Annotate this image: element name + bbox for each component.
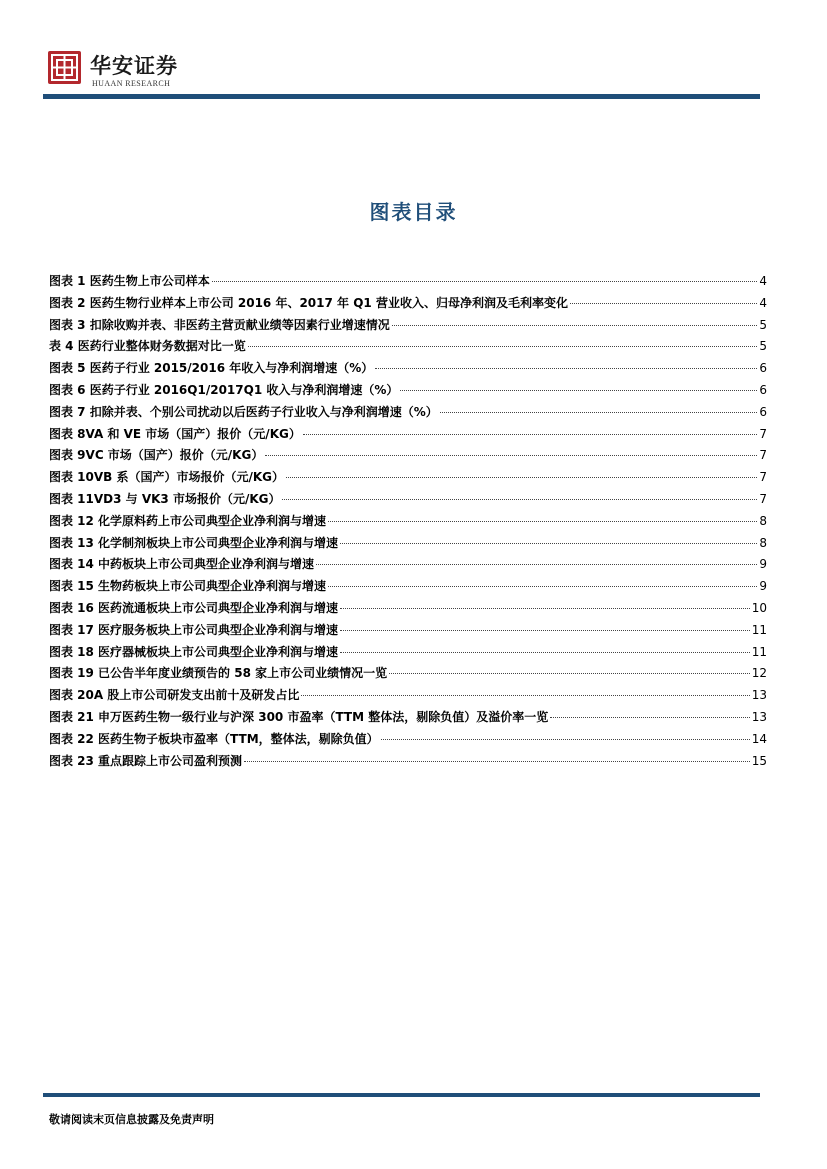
toc-leader-dots (381, 739, 750, 740)
toc-entry-page: 11 (751, 622, 767, 637)
toc-entry[interactable] (49, 643, 767, 665)
toc-entry-label: 图表 2 医药生物行业样本上市公司 2016 年、2017 年 Q1 营业收入、归母净利润及毛利率变化 (49, 295, 568, 310)
toc-entry-page: 5 (759, 317, 767, 332)
toc-entry-page: 8 (759, 535, 767, 550)
toc-entry[interactable] (49, 621, 767, 643)
page-title: 图表目录 (369, 200, 458, 224)
toc-entry-page: 5 (759, 339, 767, 354)
brand-name-cn: 华安证券 (90, 53, 178, 78)
toc-leader-dots (550, 717, 749, 718)
toc-entry[interactable] (49, 403, 767, 425)
toc-entry[interactable] (49, 730, 767, 752)
toc-leader-dots (340, 630, 750, 631)
page-header (0, 0, 827, 100)
toc-entry-page: 7 (759, 426, 767, 441)
toc-leader-dots (244, 761, 750, 762)
toc-entry-label: 图表 17 医疗服务板块上市公司典型企业净利润与增速 (49, 622, 339, 637)
toc-entry-page: 15 (751, 753, 767, 768)
toc-leader-dots (340, 608, 750, 609)
toc-leader-dots (301, 695, 749, 696)
brand-name-en: HUAAN RESEARCH (92, 79, 171, 88)
toc-entry-page: 10 (751, 600, 767, 615)
table-of-figures (49, 272, 767, 773)
toc-leader-dots (570, 303, 757, 304)
toc-entry-label: 图表 23 重点跟踪上市公司盈利预测 (49, 753, 243, 768)
toc-entry-page: 9 (759, 579, 767, 594)
toc-entry-page: 11 (751, 644, 767, 659)
toc-leader-dots (400, 390, 757, 391)
toc-entry-page: 12 (751, 666, 767, 681)
toc-entry-page: 6 (759, 361, 767, 376)
toc-entry-page: 4 (759, 295, 767, 310)
toc-entry-label: 图表 11VD3 与 VK3 市场报价（元/KG） (49, 491, 281, 506)
toc-leader-dots (340, 652, 750, 653)
toc-entry-page: 4 (759, 274, 767, 288)
toc-entry-page: 7 (759, 448, 767, 463)
toc-entry-label: 图表 3 扣除收购并表、非医药主营贡献业绩等因素行业增速情况 (49, 317, 390, 332)
toc-entry-label: 图表 19 已公告半年度业绩预告的 58 家上市公司业绩情况一览 (49, 666, 388, 681)
toc-leader-dots (328, 521, 757, 522)
toc-leader-dots (375, 368, 757, 369)
toc-entry[interactable] (49, 577, 767, 599)
toc-entry[interactable] (49, 316, 767, 338)
toc-leader-dots (303, 434, 758, 435)
toc-entry-page: 14 (751, 731, 767, 746)
toc-leader-dots (316, 564, 757, 565)
toc-entry-label: 图表 13 化学制剂板块上市公司典型企业净利润与增速 (49, 535, 339, 550)
footer-divider (43, 1093, 760, 1097)
toc-leader-dots (265, 455, 757, 456)
toc-entry-label: 图表 10VB 系（国产）市场报价（元/KG） (49, 470, 285, 485)
toc-entry-label: 图表 12 化学原料药上市公司典型企业净利润与增速 (49, 513, 327, 528)
toc-entry-page: 7 (759, 491, 767, 506)
toc-entry-label: 图表 21 申万医药生物一级行业与沪深 300 市盈率（TTM 整体法，剔除负值）及溢价率一览 (49, 709, 549, 724)
toc-entry-label: 图表 6 医药子行业 2016Q1/2017Q1 收入与净利润增速（%） (49, 382, 399, 397)
toc-entry[interactable] (49, 708, 767, 730)
toc-entry-page: 6 (759, 382, 767, 397)
toc-entry[interactable] (49, 534, 767, 556)
toc-entry-label: 图表 16 医药流通板块上市公司典型企业净利润与增速 (49, 600, 339, 615)
toc-entry-page: 13 (751, 688, 767, 703)
toc-entry-page: 7 (759, 470, 767, 485)
toc-entry[interactable] (49, 294, 767, 316)
toc-entry[interactable] (49, 599, 767, 621)
toc-entry-label: 图表 22 医药生物子板块市盈率（TTM，整体法，剔除负值） (49, 731, 379, 746)
toc-entry[interactable] (49, 490, 767, 512)
toc-entry-label: 图表 7 扣除并表、个别公司扰动以后医药子行业收入与净利润增速（%） (49, 404, 438, 419)
toc-leader-dots (440, 412, 758, 413)
toc-entry[interactable] (49, 337, 767, 359)
toc-entry-page: 8 (759, 513, 767, 528)
toc-entry[interactable] (49, 359, 767, 381)
toc-entry-label: 图表 20A 股上市公司研发支出前十及研发占比 (49, 688, 300, 703)
toc-entry-label: 图表 9VC 市场（国产）报价（元/KG） (49, 448, 264, 463)
toc-entry[interactable] (49, 512, 767, 534)
toc-entry-label: 图表 8VA 和 VE 市场（国产）报价（元/KG） (49, 426, 301, 441)
toc-entry[interactable] (49, 446, 767, 468)
toc-entry[interactable] (49, 555, 767, 577)
toc-leader-dots (248, 346, 758, 347)
toc-entry-label: 图表 5 医药子行业 2015/2016 年收入与净利润增速（%） (49, 361, 374, 376)
toc-entry[interactable] (49, 425, 767, 447)
toc-entry-page: 6 (759, 404, 767, 419)
toc-leader-dots (282, 499, 757, 500)
toc-entry[interactable] (49, 381, 767, 403)
toc-entry[interactable] (49, 468, 767, 490)
huaan-seal-icon (48, 51, 81, 84)
toc-leader-dots (389, 673, 750, 674)
header-divider (43, 94, 760, 99)
toc-entry-page: 9 (759, 557, 767, 572)
toc-entry[interactable] (49, 752, 767, 774)
toc-leader-dots (286, 477, 757, 478)
toc-leader-dots (212, 281, 758, 282)
toc-entry[interactable] (49, 664, 767, 686)
toc-leader-dots (392, 325, 758, 326)
toc-leader-dots (340, 543, 757, 544)
toc-entry-label: 图表 14 中药板块上市公司典型企业净利润与增速 (49, 557, 315, 572)
toc-entry-label: 图表 18 医疗器械板块上市公司典型企业净利润与增速 (49, 644, 339, 659)
toc-entry-label: 图表 1 医药生物上市公司样本 (49, 274, 210, 288)
toc-entry[interactable] (49, 272, 767, 294)
toc-entry[interactable] (49, 686, 767, 708)
footer-disclaimer: 敬请阅读末页信息披露及免责声明 (49, 1113, 214, 1126)
toc-entry-page: 13 (751, 709, 767, 724)
toc-entry-label: 图表 15 生物药板块上市公司典型企业净利润与增速 (49, 579, 327, 594)
toc-entry-label: 表 4 医药行业整体财务数据对比一览 (49, 339, 246, 354)
toc-leader-dots (328, 586, 757, 587)
